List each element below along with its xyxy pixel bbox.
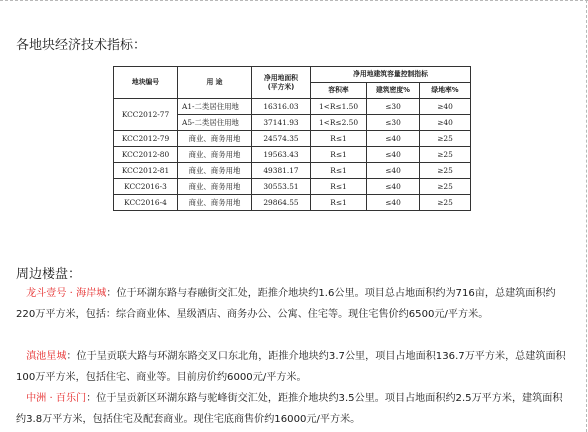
cell-usage: A1-二类居住用地 (178, 99, 252, 115)
cell-density: ≤30 (367, 115, 420, 131)
cell-area: 16316.03 (252, 99, 311, 115)
cell-density: ≤40 (367, 179, 420, 195)
header-green: 绿地率% (420, 83, 471, 99)
cell-far: R≤1 (311, 147, 367, 163)
cell-usage: 商业、商务用地 (178, 179, 252, 195)
cell-area: 24574.35 (252, 131, 311, 147)
cell-density: ≤40 (367, 163, 420, 179)
cell-far: R≤1 (311, 179, 367, 195)
cell-green: ≥25 (420, 147, 471, 163)
cell-area: 29864.55 (252, 195, 311, 211)
cell-plot-id: KCC2016-3 (114, 179, 178, 195)
header-usage: 用 途 (178, 67, 252, 99)
header-net-area-line1: 净用地面积 (264, 74, 298, 83)
property-name: 中洲 · 百乐门 (26, 393, 87, 404)
cell-plot-id: KCC2012-80 (114, 147, 178, 163)
property-description: ：位于呈贡联大路与环湖东路交叉口东北角，距推介地块约3.7公里，项目占地面积136.7万平方米，总建筑面积100万平方米，包括住宅、商业等。目前房价约6000元/平方米。 (16, 351, 566, 383)
header-control: 净用地建筑容量控制指标 (311, 67, 471, 83)
cell-green: ≥25 (420, 195, 471, 211)
property-paragraph (16, 389, 572, 431)
cell-plot-id: KCC2016-4 (114, 195, 178, 211)
cell-plot-id: KCC2012-77 (114, 99, 178, 131)
cell-area: 37141.93 (252, 115, 311, 131)
section-title-nearby-properties: 周边楼盘： (16, 267, 82, 282)
indicators-table (113, 66, 471, 211)
property-paragraph (16, 347, 572, 389)
cell-green: ≥25 (420, 131, 471, 147)
cell-usage: 商业、商务用地 (178, 131, 252, 147)
page-border-right (586, 0, 587, 432)
cell-plot-id: KCC2012-81 (114, 163, 178, 179)
cell-usage: 商业、商务用地 (178, 163, 252, 179)
cell-green: ≥40 (420, 99, 471, 115)
header-net-area-line2: (平方米) (267, 82, 295, 91)
property-paragraph (16, 284, 572, 326)
property-description: ：位于环湖东路与春融街交汇处，距推介地块约1.6公里。项目总占地面积约为716亩，总建筑面积约220万平方米，包括：综合商业体、星级酒店、商务办公、公寓、住宅等。现住宅售价约6500元/平方米。 (16, 288, 556, 320)
property-name: 龙斗壹号 · 海岸城 (26, 288, 107, 299)
property-name: 滇池星城 (26, 351, 67, 362)
cell-far: 1<R≤2.50 (311, 115, 367, 131)
table-row (114, 163, 471, 179)
cell-far: R≤1 (311, 195, 367, 211)
cell-density: ≤40 (367, 147, 420, 163)
property-description: ：位于呈贡新区环湖东路与驼峰街交汇处，距推介地块约3.5公里。项目占地面积约2.5万平方米，建筑面积约3.8万平方米，包括住宅及配套商业。现住宅底商售价约16000元/平方米。 (16, 393, 563, 425)
cell-far: 1<R≤1.50 (311, 99, 367, 115)
table-row (114, 99, 471, 115)
table-row (114, 131, 471, 147)
cell-density: ≤40 (367, 195, 420, 211)
table-row (114, 195, 471, 211)
section-title-indicators: 各地块经济技术指标： (16, 38, 147, 53)
header-far: 容积率 (311, 83, 367, 99)
cell-far: R≤1 (311, 163, 367, 179)
cell-green: ≥25 (420, 179, 471, 195)
page-border-top (0, 0, 588, 1)
cell-plot-id: KCC2012-79 (114, 131, 178, 147)
cell-area: 49381.17 (252, 163, 311, 179)
cell-density: ≤40 (367, 131, 420, 147)
cell-area: 30553.51 (252, 179, 311, 195)
cell-density: ≤30 (367, 99, 420, 115)
table-header-row (114, 67, 471, 83)
cell-far: R≤1 (311, 131, 367, 147)
header-net-area (252, 67, 311, 99)
cell-area: 19563.43 (252, 147, 311, 163)
cell-green: ≥25 (420, 163, 471, 179)
cell-usage: 商业、商务用地 (178, 195, 252, 211)
cell-usage: 商业、商务用地 (178, 147, 252, 163)
header-density: 建筑密度% (367, 83, 420, 99)
table-row (114, 179, 471, 195)
cell-green: ≥40 (420, 115, 471, 131)
cell-usage: A5-二类居住用地 (178, 115, 252, 131)
table-row (114, 147, 471, 163)
header-plot-id: 地块编号 (114, 67, 178, 99)
